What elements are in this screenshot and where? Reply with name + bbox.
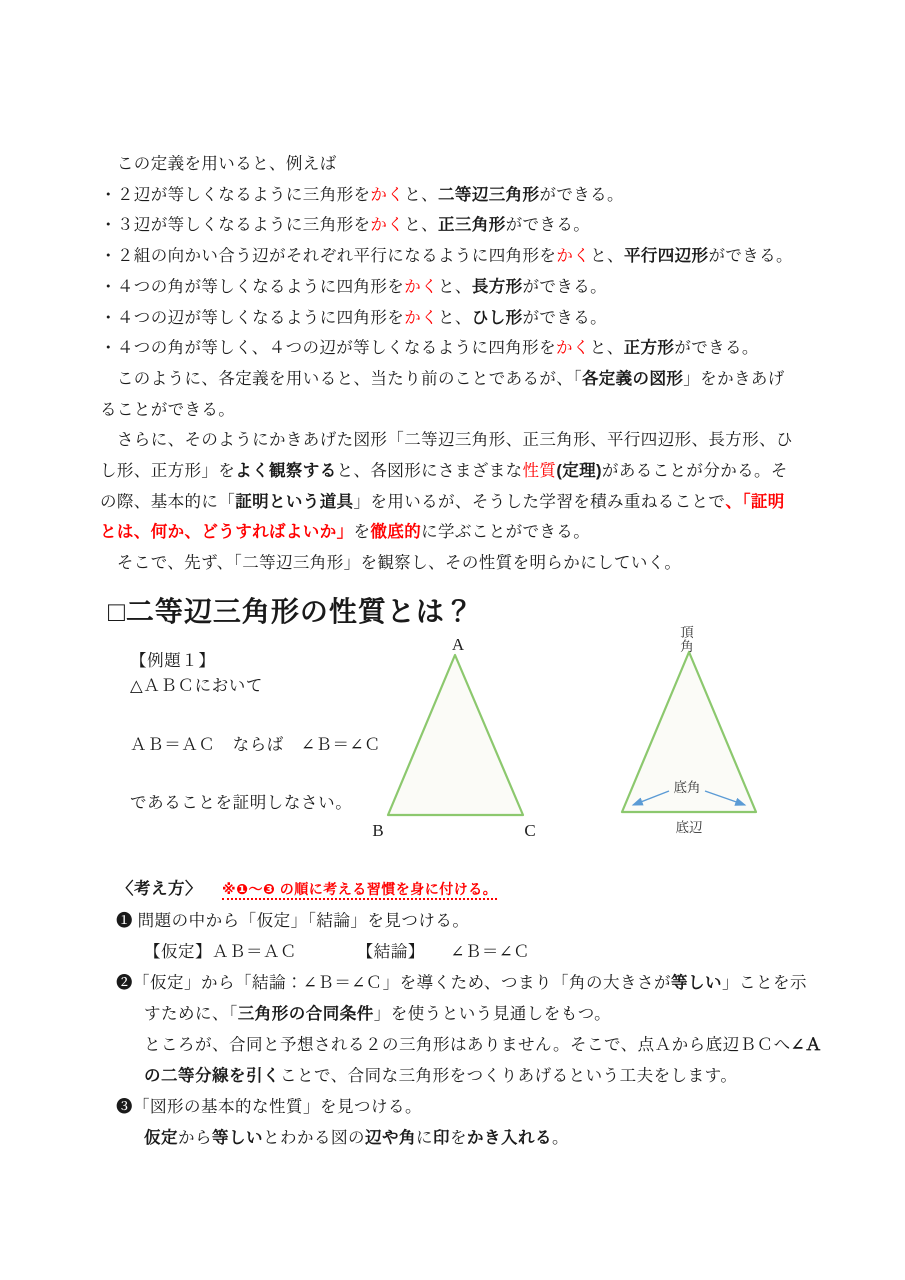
- step-2-line: ❷「仮定」から「結論：∠Ｂ＝∠Ｃ」を導くため、つまり「角の大きさが等しい」ことを示: [116, 973, 807, 992]
- step-2-detail: の二等分線を引くことで、合同な三角形をつくりあげるという工夫をします。: [144, 1066, 738, 1085]
- text-line: さらに、そのようにかきあげた図形「二等辺三角形、正三角形、平行四辺形、長方形、ひ: [100, 431, 793, 450]
- triangle-shape: [388, 655, 523, 815]
- bullet-line: ・４つの角が等しく、４つの辺が等しくなるように四角形をかくと、正方形ができる。: [100, 339, 759, 358]
- bullet-line: ・２組の向かい合う辺がそれぞれ平行になるように四角形をかくと、平行四辺形ができる。: [100, 247, 793, 266]
- intro-paragraphs: [100, 149, 840, 579]
- step-2-detail: すために、「三角形の合同条件」を使うという見通しをもつ。: [144, 1004, 612, 1023]
- text-line: そこで、先ず、「二等辺三角形」を観察し、その性質を明らかにしていく。: [100, 554, 682, 573]
- text-line: この定義を用いると、例えば: [100, 155, 337, 173]
- example-title: 【例題１】: [130, 651, 216, 670]
- annotated-triangle-figure: [605, 615, 780, 843]
- example-equation-line: ＡＢ＝ＡＣ ならば ∠Ｂ＝∠Ｃ: [130, 735, 382, 754]
- bullet-line: ・３辺が等しくなるように三角形をかくと、正三角形ができる。: [100, 216, 591, 235]
- approach-header: 〈考え方〉: [117, 880, 202, 898]
- step-1-detail: 【仮定】ＡＢ＝ＡＣ 【結論】 ∠Ｂ＝∠Ｃ: [144, 942, 531, 961]
- bullet-line: ・２辺が等しくなるように三角形をかくと、二等辺三角形ができる。: [100, 185, 624, 204]
- approach-section: [100, 873, 860, 1153]
- approach-note: ※❶～❸ の順に考える習慣を身に付ける。: [222, 881, 497, 900]
- text-line: とは、何か、どうすればよいか」を徹底的に学ぶことができる。: [100, 523, 591, 542]
- base-side-label: 底辺: [675, 820, 703, 835]
- apex-angle-label-top: 頂: [680, 625, 694, 640]
- text-line: の際、基本的に「証明という道具」を用いるが、そうした学習を積み重ねることで、「証明: [100, 492, 785, 511]
- bullet-line: ・４つの角が等しくなるように四角形をかくと、長方形ができる。: [100, 277, 608, 296]
- step-3-line: ❸「図形の基本的な性質」を見つける。: [116, 1097, 422, 1116]
- vertex-label-b: B: [372, 821, 384, 840]
- bullet-line: ・４つの辺が等しくなるように四角形をかくと、ひし形ができる。: [100, 308, 608, 327]
- step-1-line: ❶ 問題の中から「仮定」「結論」を見つける。: [116, 911, 470, 930]
- base-angle-label: 底角: [673, 780, 701, 795]
- text-line: このように、各定義を用いると、当たり前のことであるが、「各定義の図形」をかきあげ: [100, 369, 785, 388]
- approach-header-row: [100, 873, 860, 905]
- text-line: し形、正方形」をよく観察すると、各図形にさまざまな性質(定理)があることが分かる。そ: [100, 462, 788, 481]
- isosceles-triangle-abc-figure: [365, 630, 545, 845]
- step-3-detail: 仮定から等しいとわかる図の辺や角に印をかき入れる。: [144, 1128, 569, 1147]
- example-instruction-line: であることを証明しなさい。: [130, 793, 353, 812]
- vertex-label-a: A: [451, 635, 465, 654]
- text-line: ることができる。: [100, 400, 236, 419]
- example-statement-line: △ＡＢＣにおいて: [130, 676, 263, 695]
- apex-angle-label-bottom: 角: [680, 639, 694, 654]
- step-2-detail: ところが、合同と予想される２の三角形はありません。そこで、点Ａから底辺ＢＣへ∠Ａ: [144, 1035, 822, 1054]
- vertex-label-c: C: [524, 821, 536, 840]
- section-heading: □二等辺三角形の性質とは？: [108, 596, 474, 627]
